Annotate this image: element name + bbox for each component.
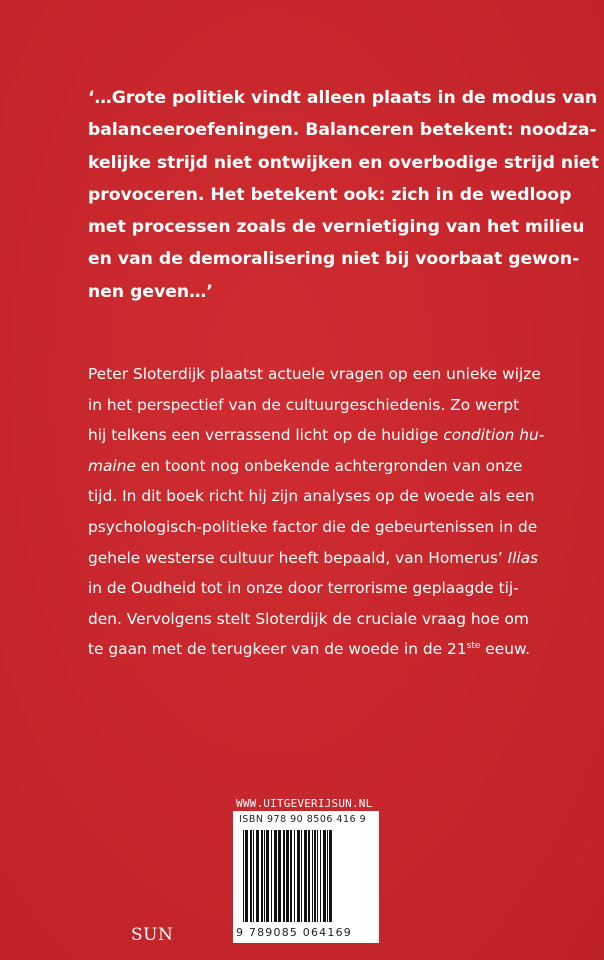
description-line: den. Vervolgens stelt Sloterdijk de cruciale vraag hoe om [88,609,529,628]
barcode-bar [308,830,310,922]
description-line [88,634,548,668]
italic-title: Ilias [507,548,539,567]
quote-line: en van de demoralisering niet bij voorbaat gewon- [88,249,580,270]
quote-line: ‘…Grote politiek vindt alleen plaats in de modus van [88,88,598,108]
publisher-website: WWW.UITGEVERIJSUN.NL [236,797,373,810]
italic-term: condition hu- [443,426,545,445]
description-line: in het perspectief van de cultuurgeschiedenis. Zo werpt [88,395,520,414]
description-text: gehele westerse cultuur heeft bepaald, van Homerus’ [88,548,508,567]
publisher-logo: SUN [131,925,174,945]
barcode-bar [243,830,244,922]
description-line [88,420,548,451]
barcode-bar [283,830,285,922]
description-text: te gaan met de terugkeer van de woede in de 21 [88,640,467,659]
barcode-bar [314,830,316,922]
barcode-bar [256,830,259,922]
barcode [241,830,373,926]
barcode-bar [290,830,292,922]
barcode-bar [301,830,302,922]
barcode-bar [327,830,328,922]
barcode-bar [266,830,269,922]
description-text: en toont nog onbekende achtergronden van onze [135,456,523,475]
superscript: ste [466,641,481,652]
barcode-bar [261,830,263,922]
barcode-digits: 9 789085 064169 [236,926,352,939]
barcode-bar [250,830,252,922]
barcode-bar [323,830,326,922]
barcode-bar [329,830,332,922]
description-line [88,543,548,574]
barcode-bar [297,830,300,922]
barcode-bar [274,830,277,922]
barcode-bar [317,830,318,922]
barcode-bar [264,830,265,922]
quote-line: balanceeroefeningen. Balanceren betekent: noodza- [88,120,597,141]
quote-line: met processen zoals de vernietiging van het milieu [88,217,585,238]
barcode-bar [294,830,295,922]
barcode-bar [245,830,248,922]
description-text: eeuw. [480,640,531,659]
barcode-bar [304,830,307,922]
description-line: Peter Sloterdijk plaatst actuele vragen op een unieke wijze [88,365,541,383]
barcode-bar [278,830,281,922]
barcode-bar [286,830,289,922]
barcode-bar [320,830,321,922]
book-description [88,359,548,668]
description-line: tijd. In dit boek richt hij zijn analyses op de woede als een [88,487,535,506]
barcode-bar [271,830,272,922]
description-line: in de Oudheid tot in onze door terrorisme geplaagde tij- [88,579,519,598]
blurb-quote [88,82,599,308]
quote-line: provoceren. Het betekent ook: zich in de wedloop [88,184,572,205]
description-line [88,451,548,482]
barcode-bar [253,830,254,922]
barcode-bar [312,830,313,922]
description-line: psychologisch-politieke factor die de gebeurtenissen in de [88,517,538,536]
description-text: hij telkens een verrassend licht op de huidige [88,426,444,445]
quote-line: nen geven…’ [88,281,213,302]
isbn-label: ISBN 978 90 8506 416 9 [239,814,367,825]
quote-line: kelijke strijd niet ontwijken en overbodige strijd niet [88,152,599,173]
italic-term: maine [88,456,136,475]
